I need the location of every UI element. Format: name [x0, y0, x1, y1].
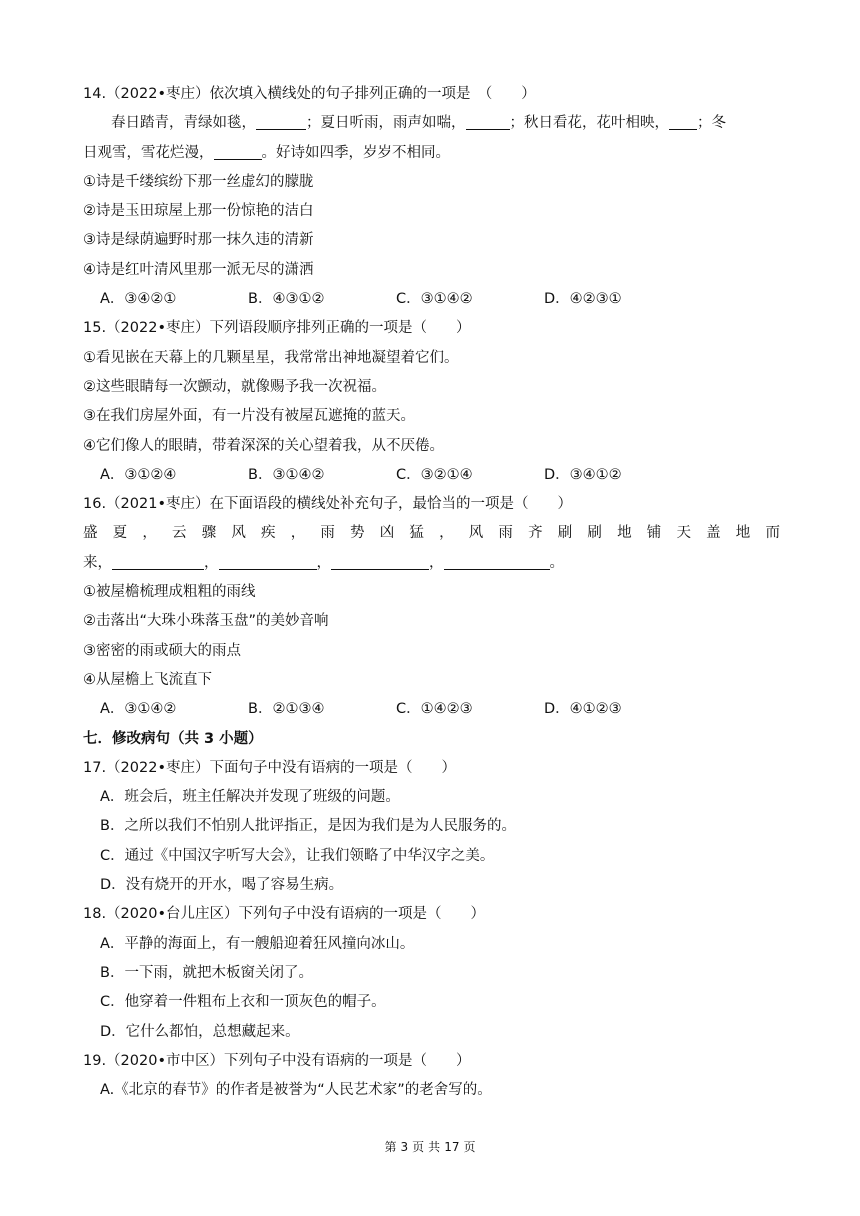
fill-blank [256, 113, 306, 130]
option-a[interactable]: A．平静的海面上，有一艘船迎着狂风撞向冰山。 [100, 935, 415, 952]
option-c[interactable]: C．③①④② [396, 291, 473, 308]
option-c[interactable]: C．①④②③ [396, 701, 473, 718]
question-16-item: ④从屋檐上飞流直下 [83, 671, 212, 688]
option-d[interactable]: D．④①②③ [544, 701, 622, 718]
fill-blank [219, 553, 317, 570]
question-18-title: 18.（2020•台儿庄区）下列句子中没有语病的一项是（ ） [83, 906, 486, 923]
question-16-item: ③密密的雨或硕大的雨点 [83, 642, 241, 659]
option-b[interactable]: B．一下雨，就把木板窗关闭了。 [100, 964, 313, 981]
question-15-title: 15.（2022•枣庄）下列语段顺序排列正确的一项是（ ） [83, 320, 471, 337]
page-number: 3 [400, 1140, 409, 1154]
page-total: 17 [444, 1140, 460, 1154]
question-15-item: ①看见嵌在天幕上的几颗星星，我常常出神地凝望着它们。 [83, 349, 459, 366]
question-15-options [83, 461, 780, 490]
question-15-item: ③在我们房屋外面，有一片没有被屋瓦遮掩的蓝天。 [83, 408, 415, 425]
question-17-title: 17.（2022•枣庄）下面句子中没有语病的一项是（ ） [83, 759, 457, 776]
question-16-title: 16.（2021•枣庄）在下面语段的横线处补充句子，最恰当的一项是（ ） [83, 496, 573, 513]
fill-blank [331, 553, 429, 570]
question-14-title: 14.（2022•枣庄）依次填入横线处的句子排列正确的一项是 （ ） [83, 86, 536, 102]
question-16-item: ①被屋檐梳理成粗粗的雨线 [83, 584, 256, 601]
option-d[interactable]: D．③④①② [544, 466, 622, 483]
question-14-options [83, 285, 780, 314]
option-a[interactable]: A．③④②① [100, 291, 177, 308]
option-c[interactable]: C．通过《中国汉字听写大会》，让我们领略了中华汉字之美。 [100, 847, 495, 864]
question-14-passage-line-1: 春日踏青，青绿如毯， ；夏日听雨，雨声如喘， ；秋日看花，花叶相映， ；冬 [111, 115, 726, 132]
question-16-passage-line-2: 来， ， ， ， 。 [83, 554, 564, 571]
option-b[interactable]: B．③①④② [248, 466, 325, 483]
option-a[interactable]: A．③①②④ [100, 466, 177, 483]
question-16-item: ②击落出“大珠小珠落玉盘”的美妙音响 [83, 613, 329, 630]
question-14-item: ①诗是千缕缤纷下那一丝虚幻的朦胧 [83, 173, 314, 190]
page-content [83, 80, 780, 1105]
option-d[interactable]: D．它什么都怕，总想藏起来。 [100, 1023, 300, 1040]
option-a[interactable]: A．班会后，班主任解决并发现了班级的问题。 [100, 789, 400, 806]
fill-blank [669, 113, 697, 130]
page-footer: 第 3 页 共 17 页 [384, 1140, 476, 1154]
option-c[interactable]: C．他穿着一件粗布上衣和一顶灰色的帽子。 [100, 994, 386, 1011]
fill-blank [444, 553, 550, 570]
question-14-item: ③诗是绿荫遍野时那一抹久违的清新 [83, 232, 314, 249]
question-16-options [83, 695, 780, 724]
option-a[interactable]: A．③①④② [100, 701, 177, 718]
fill-blank [214, 143, 262, 160]
fill-blank [112, 553, 204, 570]
question-14-item: ②诗是玉田琼屋上那一份惊艳的洁白 [83, 203, 314, 220]
fill-blank [466, 113, 510, 130]
option-b[interactable]: B．②①③④ [248, 701, 325, 718]
option-d[interactable]: D．没有烧开的开水，喝了容易生病。 [100, 877, 344, 894]
option-a[interactable]: A.《北京的春节》的作者是被誉为“人民艺术家”的老舍写的。 [100, 1082, 492, 1099]
question-14-item: ④诗是红叶清风里那一派无尽的潇洒 [83, 261, 314, 278]
question-16-passage-line-1: 盛 夏 ， 云 骤 风 疾 ， 雨 势 凶 猛 ， 风 雨 齐 刷 刷 地 铺 天 盖 地 而 [83, 525, 780, 542]
question-15-item: ④它们像人的眼睛，带着深深的关心望着我，从不厌倦。 [83, 437, 444, 454]
question-19-title: 19.（2020•市中区）下列句子中没有语病的一项是（ ） [83, 1052, 471, 1069]
question-15-item: ②这些眼睛每一次颤动，就像赐予我一次祝福。 [83, 378, 386, 395]
option-b[interactable]: B．④③①② [248, 291, 325, 308]
section-heading: 七．修改病句（共 3 小题） [83, 730, 263, 747]
question-14-passage-line-2: 日观雪，雪花烂漫， 。好诗如四季，岁岁不相同。 [83, 144, 450, 161]
option-c[interactable]: C．③②①④ [396, 466, 473, 483]
option-b[interactable]: B．之所以我们不怕别人批评指正，是因为我们是为人民服务的。 [100, 818, 516, 835]
option-d[interactable]: D．④②③① [544, 291, 622, 308]
